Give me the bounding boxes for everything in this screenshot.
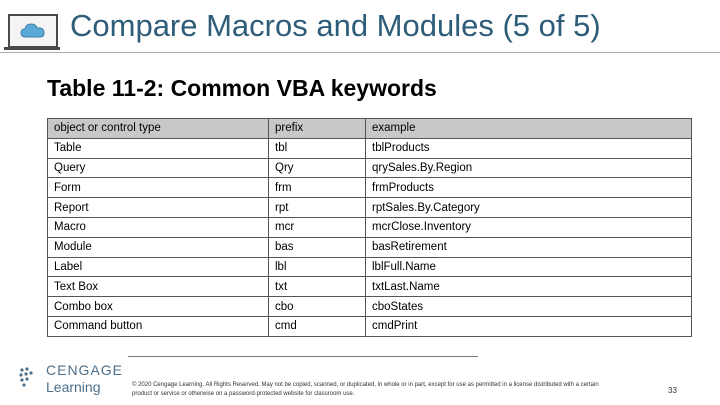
table-cell: tbl — [269, 138, 366, 158]
cengage-mark-icon — [18, 366, 40, 388]
table-cell: Macro — [48, 217, 269, 237]
column-header: prefix — [269, 119, 366, 139]
table-cell: cmd — [269, 316, 366, 336]
table-cell: tblProducts — [366, 138, 692, 158]
slide-title: Compare Macros and Modules (5 of 5) — [70, 8, 601, 43]
table-cell: rpt — [269, 198, 366, 218]
cloud-icon — [20, 22, 46, 40]
table-row — [48, 277, 692, 297]
table-cell: Form — [48, 178, 269, 198]
table-caption: Table 11-2: Common VBA keywords — [47, 75, 437, 101]
table-cell: lblFull.Name — [366, 257, 692, 277]
table-cell: frmProducts — [366, 178, 692, 198]
table-cell: Text Box — [48, 277, 269, 297]
table-cell: Table — [48, 138, 269, 158]
table-cell: Query — [48, 158, 269, 178]
table-row — [48, 158, 692, 178]
table-cell: Module — [48, 237, 269, 257]
brand-name: CENGAGE — [46, 362, 124, 378]
table-row — [48, 316, 692, 336]
table-cell: frm — [269, 178, 366, 198]
table-cell: bas — [269, 237, 366, 257]
table-cell: mcr — [269, 217, 366, 237]
table-cell: cboStates — [366, 297, 692, 317]
table-cell: Report — [48, 198, 269, 218]
table-cell: mcrClose.Inventory — [366, 217, 692, 237]
table-cell: Label — [48, 257, 269, 277]
column-header: object or control type — [48, 119, 269, 139]
cloud-monitor-icon — [8, 14, 58, 48]
footer-divider — [128, 356, 478, 357]
brand-subtitle: Learning — [46, 379, 101, 395]
table-cell: Combo box — [48, 297, 269, 317]
vba-keywords-table — [47, 118, 692, 337]
table-row — [48, 178, 692, 198]
table-row — [48, 237, 692, 257]
title-divider — [0, 52, 720, 53]
page-number: 33 — [668, 386, 677, 395]
table-cell: rptSales.By.Category — [366, 198, 692, 218]
table-row — [48, 217, 692, 237]
table-cell: Qry — [269, 158, 366, 178]
table-row — [48, 257, 692, 277]
monitor-base — [4, 47, 60, 50]
table-cell: txtLast.Name — [366, 277, 692, 297]
table-cell: lbl — [269, 257, 366, 277]
table-cell: Command button — [48, 316, 269, 336]
table-row — [48, 138, 692, 158]
table-header-row — [48, 119, 692, 139]
table-row — [48, 297, 692, 317]
table-row — [48, 198, 692, 218]
table-cell: txt — [269, 277, 366, 297]
copyright-notice: © 2020 Cengage Learning. All Rights Reserved. May not be copied, scanned, or duplicated, in whole or in part, except for use as permitted in a license distributed with a certain product or service or otherwise on a password-protected website for classroom use. — [132, 382, 599, 397]
table-cell: qrySales.By.Region — [366, 158, 692, 178]
table-cell: cbo — [269, 297, 366, 317]
table-cell: cmdPrint — [366, 316, 692, 336]
column-header: example — [366, 119, 692, 139]
table-cell: basRetirement — [366, 237, 692, 257]
